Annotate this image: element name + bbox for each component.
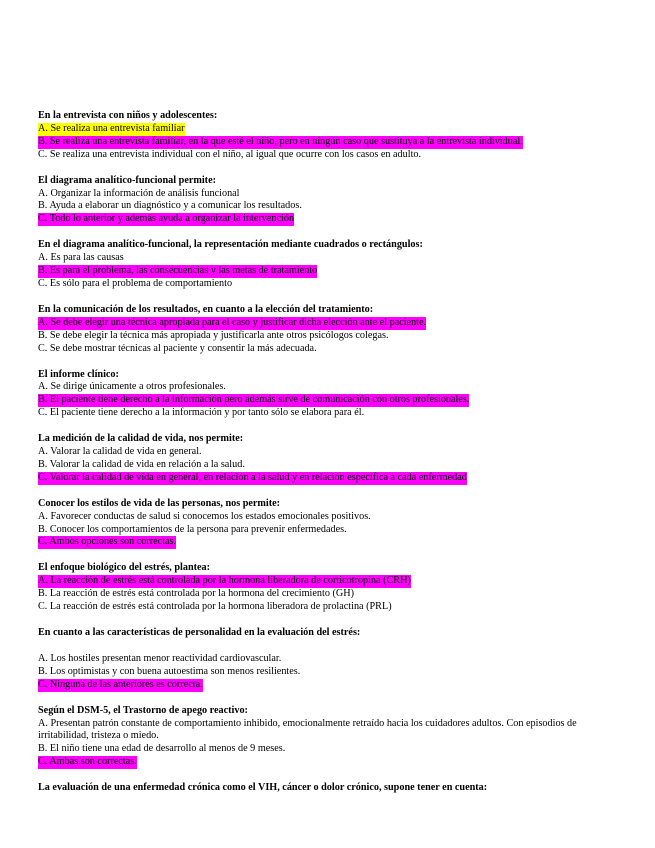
option-c: C. Es sólo para el problema de comportamiento (38, 277, 233, 289)
highlighted-option-text: A. La reacción de estrés está controlada por la hormona liberadora de corticotropina (CRH) (38, 575, 411, 587)
option-c: C. La reacción de estrés está controlada por la hormona liberadora de prolactina (PRL) (38, 601, 392, 613)
option-a (38, 123, 623, 136)
option-b (38, 394, 623, 407)
option-a: A. Se dirige únicamente a otros profesionales. (38, 381, 226, 393)
highlighted-option-text: C. Ninguna de las anteriores es correcta. (38, 678, 203, 690)
highlighted-option-text: B. El paciente tiene derecho a la información pero además sirve de comunicación con otros profesionales. (38, 394, 470, 406)
question-block (38, 627, 623, 692)
option-b: B. Conocer los comportamientos de la persona para prevenir enfermedades. (38, 523, 347, 535)
question-title: En el diagrama analítico-funcional, la representación mediante cuadrados o rectángulos: (38, 239, 423, 251)
option-a (38, 317, 623, 330)
highlighted-option-text: C. Valorar la calidad de vida en general, en relación a la salud y en relación específica a cada enfermedad (38, 471, 467, 483)
option-a: A. Valorar la calidad de vida en general. (38, 446, 202, 458)
highlighted-option-text: C. Ambas son correctas. (38, 756, 137, 768)
question-title: La medición de la calidad de vida, nos permite: (38, 433, 244, 445)
option-a: A. Los hostiles presentan menor reactividad cardiovascular. (38, 652, 282, 664)
question-block (38, 705, 623, 770)
option-b (38, 265, 623, 278)
option-b: B. Se debe elegir la técnica más apropiada y justificarla ante otros psicólogos colegas. (38, 329, 389, 341)
question-block (38, 239, 623, 291)
option-c (38, 756, 623, 769)
question-block (38, 369, 623, 421)
option-b (38, 136, 623, 149)
question-title: En la entrevista con niños y adolescentes: (38, 110, 218, 121)
question-block (38, 110, 623, 162)
option-a: A. Es para las causas (38, 252, 124, 264)
question-block (38, 498, 623, 550)
option-c (38, 679, 623, 692)
option-b: B. Los optimistas y con buena autoestima son menos resilientes. (38, 665, 301, 677)
question-title: El enfoque biológico del estrés, plantea: (38, 562, 211, 574)
question-block (38, 304, 623, 356)
highlighted-option-text: C. Ambos opciones son correctas. (38, 536, 177, 548)
option-a (38, 575, 623, 588)
question-title: Conocer los estilos de vida de las personas, nos permite: (38, 497, 281, 509)
option-b: B. El niño tiene una edad de desarrollo al menos de 9 meses. (38, 743, 286, 755)
option-c (38, 213, 623, 226)
question-title: En la comunicación de los resultados, en cuanto a la elección del tratamiento: (38, 303, 374, 315)
highlighted-option-text: B. Es para el problema, las consecuencias y las metas de tratamiento (38, 265, 318, 277)
question-block (38, 562, 623, 614)
option-b: B. La reacción de estrés está controlada por la hormona del crecimiento (GH) (38, 588, 354, 600)
option-a: A. Organizar la información de análisis funcional (38, 187, 240, 199)
question-title: El diagrama analítico-funcional permite: (38, 174, 216, 186)
question-block (38, 782, 623, 795)
highlighted-option-text: A. Se realiza una entrevista familiar (38, 122, 185, 134)
option-c (38, 472, 623, 485)
option-b: B. Ayuda a elaborar un diagnóstico y a comunicar los resultados. (38, 200, 302, 212)
highlighted-option-text: A. Se debe elegir una técnica apropiada para el caso y justificar dicha elección ante el paciente. (38, 316, 427, 328)
question-title: Según el DSM-5, el Trastorno de apego reactivo: (38, 704, 248, 716)
highlighted-option-text: C. Todo lo anterior y además ayuda a organizar la intervención (38, 213, 295, 225)
option-c (38, 536, 623, 549)
quiz-content (38, 110, 623, 808)
question-title: La evaluación de una enfermedad crónica como el VIH, cáncer o dolor crónico, supone tener en cuenta: (38, 782, 488, 794)
option-c: C. El paciente tiene derecho a la información y por tanto sólo se elabora para él. (38, 407, 365, 419)
option-a: A. Favorecer conductas de salud si conocemos los estados emocionales positivos. (38, 510, 371, 522)
option-c: C. Se realiza una entrevista individual con el niño, al igual que ocurre con los casos en adulto. (38, 148, 422, 160)
option-b: B. Valorar la calidad de vida en relación a la salud. (38, 458, 245, 470)
question-block (38, 433, 623, 485)
highlighted-option-text: B. Se realiza una entrevista familiar, en la que esté el niño, pero en ningún caso que sustituya a la entrevista individual. (38, 135, 523, 147)
question-title: En cuanto a las características de personalidad en la evaluación del estrés: (38, 627, 361, 638)
question-block (38, 175, 623, 227)
option-a: A. Presentan patrón constante de comportamiento inhibido, emocionalmente retraído hacia los cuidadores adultos. Con episodios de irritabilidad, tristeza o miedo. (38, 717, 577, 742)
question-title: El informe clínico: (38, 368, 119, 380)
option-c: C. Se debe mostrar técnicas al paciente y consentir la más adecuada. (38, 342, 317, 354)
